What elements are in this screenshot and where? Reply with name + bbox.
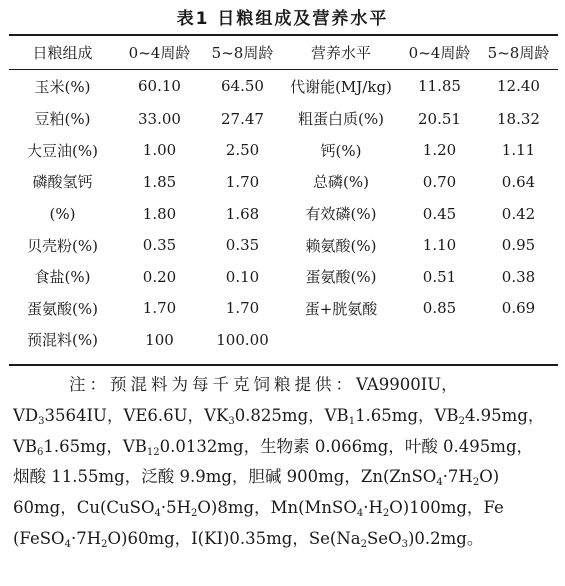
- footnote-text: 1.65mg，: [43, 436, 123, 456]
- footnote-text: VB: [324, 405, 349, 425]
- table-cell: 100.00: [216, 330, 269, 349]
- footnote-text: 3564IU，: [44, 405, 124, 425]
- footnote-text: Mn(MnSO: [270, 498, 357, 518]
- table-cell: 64.50: [221, 77, 264, 95]
- footnote-text: O): [479, 467, 500, 487]
- table-cell: 1.70: [225, 172, 260, 191]
- subscript: 3: [38, 415, 45, 427]
- subscript: 2: [101, 538, 108, 550]
- footnote-text: 0.0132mg，: [159, 436, 261, 456]
- table-cell: 1.11: [501, 141, 536, 160]
- footnote-text: O)60mg，: [107, 528, 192, 548]
- table-cell: 0.10: [225, 267, 260, 286]
- footnote-text: VD: [13, 405, 39, 425]
- table-cell: 0.64: [501, 172, 536, 191]
- subscript: 3: [228, 415, 235, 427]
- footnote-text: Fe: [483, 498, 504, 518]
- header-cell: 0~4周龄: [128, 44, 191, 62]
- diet-composition-table: [9, 36, 558, 356]
- header-row: [9, 36, 558, 69]
- subscript: 4: [436, 477, 443, 489]
- footnote-text: Zn(ZnSO: [360, 467, 437, 487]
- header-cell: 营养水平: [310, 44, 371, 62]
- footnote-label: 注：预混料为每千克饲粮提供：: [69, 375, 356, 394]
- footnote-text: VB: [434, 405, 459, 425]
- subscript: 2: [472, 477, 480, 489]
- table-cell: 总磷(%): [313, 173, 369, 192]
- table-cell: [479, 324, 558, 356]
- table-cell: 蛋氨酸(%): [305, 268, 377, 287]
- footnote-text: 4.95mg，: [464, 405, 545, 425]
- header-cell: 5~8周龄: [211, 44, 274, 62]
- footnote-text: 胆碱 900mg，: [248, 467, 361, 487]
- table-cell: 1.85: [142, 172, 177, 191]
- footnote-text: 生物素 0.066mg，: [260, 436, 405, 456]
- table-cell: 预混料(%): [27, 331, 98, 350]
- table-cell: 贝壳粉(%): [27, 236, 98, 255]
- footnote-line: [13, 462, 553, 493]
- table-cell: 1.10: [422, 236, 457, 255]
- table-row: [9, 293, 558, 325]
- footnote-text: 烟酸 11.55mg，: [13, 467, 142, 487]
- table-row: [9, 166, 558, 198]
- subscript: 3: [401, 538, 408, 550]
- footnote-line: [13, 524, 553, 555]
- footnote-text: O)8mg，: [197, 498, 271, 518]
- footnote-text: 60mg，: [13, 498, 77, 518]
- table-cell: 豆粕(%): [34, 110, 91, 129]
- table-cell: 0.69: [501, 299, 536, 318]
- footnote-text: VB: [13, 436, 38, 456]
- footnote-line: [13, 370, 553, 401]
- table-cell: 0.20: [142, 267, 177, 286]
- table-row: [9, 198, 558, 230]
- table-cell: 0.35: [142, 236, 177, 255]
- header-cell: 5~8周龄: [487, 44, 550, 62]
- table-cell: [282, 324, 400, 356]
- footnote-text: VE6.6U，: [123, 405, 205, 425]
- table-cell: 赖氨酸(%): [305, 236, 377, 255]
- footnote-text: ·7H: [70, 528, 102, 548]
- table-cell: 0.45: [422, 204, 457, 223]
- table-cell: 1.20: [422, 141, 457, 160]
- table-cell: 有效磷(%): [305, 205, 377, 224]
- table-cell: 0.35: [225, 236, 260, 255]
- table-cell: 12.40: [497, 77, 540, 95]
- table-cell: 大豆油(%): [27, 141, 98, 160]
- table-footnote: [13, 370, 553, 555]
- table-cell: 33.00: [138, 109, 181, 128]
- header-cell: 日粮组成: [32, 44, 93, 62]
- footnote-line: [13, 432, 553, 463]
- footnote-text: VB: [122, 436, 147, 456]
- table-row: [9, 324, 558, 356]
- footnote-text: 泛酸 9.9mg，: [141, 467, 249, 487]
- table-cell: 蛋氨酸(%): [27, 299, 98, 318]
- table-row: [9, 69, 558, 103]
- table-cell: 20.51: [418, 109, 461, 128]
- table-cell: 0.38: [501, 267, 536, 286]
- table-cell: 0.70: [422, 172, 457, 191]
- table-cell: 代谢能(MJ/kg): [290, 77, 392, 96]
- table-cell: [400, 324, 479, 356]
- subscript: 6: [37, 446, 44, 458]
- table-row: [9, 103, 558, 135]
- table-cell: 1.00: [142, 141, 177, 160]
- bottom-rule: [9, 364, 558, 366]
- table-cell: 1.68: [225, 204, 260, 223]
- table-cell: 1.70: [142, 299, 177, 318]
- table-cell: 1.70: [225, 299, 260, 318]
- footnote-text: VK: [204, 405, 229, 425]
- footnote-line: [13, 493, 553, 524]
- subscript: 1: [348, 415, 356, 427]
- table-cell: 0.95: [501, 236, 536, 255]
- table-cell: 蛋+胱氨酸: [304, 299, 378, 318]
- table-cell: 钙(%): [320, 141, 362, 160]
- footnote-text: ·7H: [442, 467, 473, 487]
- table-cell: 玉米(%): [34, 77, 91, 96]
- table-cell: 100: [145, 330, 174, 349]
- table-cell: 0.85: [422, 299, 457, 318]
- footnote-line: [13, 401, 553, 432]
- subscript: 12: [146, 446, 160, 458]
- table-cell: 食盐(%): [34, 268, 91, 287]
- footnote-text: ·H: [363, 498, 383, 518]
- table-cell: 0.42: [501, 204, 536, 223]
- subscript: 4: [64, 538, 71, 550]
- footnote-text: Se(Na: [308, 528, 361, 548]
- footnote-text: 0.825mg，: [234, 405, 325, 425]
- footnote-text: VA9900IU，: [356, 375, 458, 394]
- footnote-text: I(KI)0.35mg，: [191, 528, 309, 548]
- table-cell: 粗蛋白质(%): [298, 110, 384, 129]
- table-cell: 11.85: [418, 77, 461, 95]
- footnote-text: (FeSO: [13, 528, 65, 548]
- header-cell: 0~4周龄: [408, 44, 471, 62]
- table-cell: (%): [49, 204, 76, 223]
- table-row: [9, 135, 558, 167]
- table-row: [9, 261, 558, 293]
- footnote-text: 1.65mg，: [355, 405, 435, 425]
- table-cell: 2.50: [225, 141, 260, 160]
- subscript: 4: [154, 508, 161, 520]
- footnote-text: )0.2mg。: [407, 528, 484, 548]
- footnote-text: SeO: [367, 528, 402, 548]
- subscript: 4: [356, 508, 364, 520]
- footnote-text: 叶酸 0.495mg，: [404, 436, 534, 456]
- footnote-text: ·5H: [160, 498, 192, 518]
- table-row: [9, 229, 558, 261]
- subscript: 2: [382, 508, 390, 520]
- table-cell: 1.80: [142, 204, 177, 223]
- table-title: 表1 日粮组成及营养水平: [176, 9, 389, 29]
- table-cell: 0.51: [422, 267, 457, 286]
- table-cell: 磷酸氢钙: [32, 173, 93, 192]
- subscript: 2: [458, 415, 465, 427]
- footnote-text: O)100mg，: [389, 498, 484, 518]
- table-cell: 18.32: [497, 109, 540, 128]
- subscript: 2: [360, 538, 367, 550]
- subscript: 2: [191, 508, 198, 520]
- table-cell: 60.10: [138, 77, 181, 95]
- table-cell: 27.47: [221, 109, 264, 128]
- footnote-text: Cu(CuSO: [76, 498, 155, 518]
